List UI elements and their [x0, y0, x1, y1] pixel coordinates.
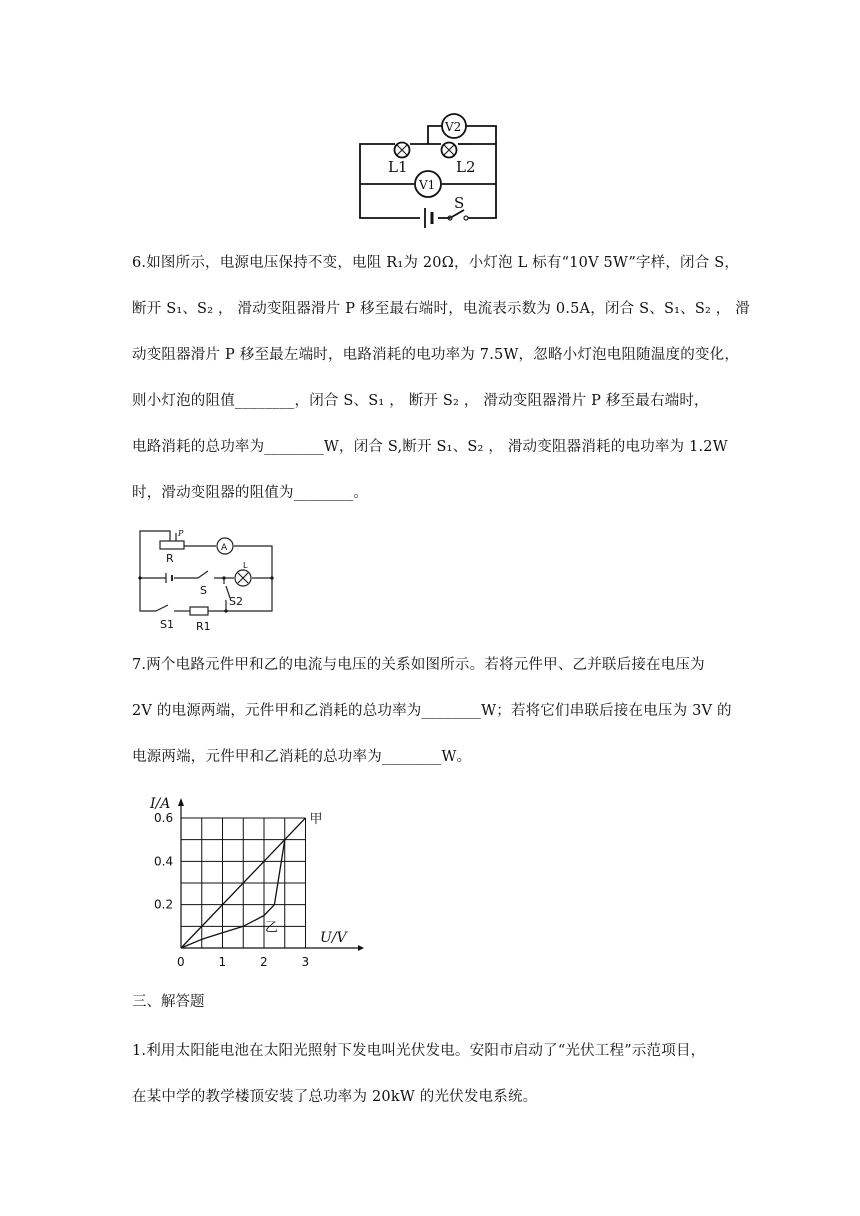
- lamp-l: [235, 570, 251, 586]
- q6-line-3: 动变阻器滑片 P 移至最左端时，电路消耗的电功率为 7.5W，忽略小灯泡电阻随温度的变化，: [132, 347, 740, 363]
- q6-line-5: 电路消耗的总功率为________W，闭合 S,断开 S₁、S₂ ， 滑动变阻器消耗的电功率为 1.2W: [132, 439, 728, 455]
- label-v2: V2: [445, 120, 462, 134]
- question-6: [132, 240, 750, 516]
- label-s: S: [454, 194, 465, 212]
- q6-line-1: 6.如图所示，电源电压保持不变，电阻 R₁为 20Ω，小灯泡 L 标有“10V 5W”字样，闭合 S，: [132, 255, 740, 271]
- section-title: 三、解答题: [132, 994, 205, 1010]
- y-axis-label: I/A: [150, 796, 171, 812]
- lamp-l1: [395, 143, 410, 158]
- circuit-figure-1: [350, 106, 510, 228]
- y-tick-label: 0.4: [154, 854, 174, 869]
- resistor-r1: [190, 607, 208, 615]
- q6-line-4: 则小灯泡的阻值________，闭合 S、S₁ ， 断开 S₂ ， 滑动变阻器滑片 P 移至最右端时，: [132, 393, 709, 409]
- label-s2: S2: [229, 595, 243, 608]
- x-axis-arrow: [358, 945, 364, 951]
- label-r: R: [166, 552, 174, 565]
- q7-line-1: 7.两个电路元件甲和乙的电流与电压的关系如图所示。若将元件甲、乙并联后接在电压为: [132, 657, 705, 673]
- a1-line-2: 在某中学的教学楼顶安装了总功率为 20kW 的光伏发电系统。: [132, 1089, 538, 1105]
- q7-line-3: 电源两端，元件甲和乙消耗的总功率为________W。: [132, 749, 472, 765]
- series-label-yi: 乙: [265, 920, 279, 936]
- circuit-figure-2: [126, 524, 286, 636]
- iu-chart: [140, 792, 370, 972]
- a1-line-1: 1.利用太阳能电池在太阳光照射下发电叫光伏发电。安阳市启动了“光伏工程”示范项目，: [132, 1043, 706, 1059]
- series-label-jia: 甲: [309, 811, 323, 827]
- q6-line-2: 断开 S₁、S₂ ， 滑动变阻器滑片 P 移至最右端时，电流表示数为 0.5A，闭合 S、S₁、S₂ ， 滑: [132, 301, 750, 317]
- label-l2: L2: [456, 158, 476, 176]
- label-r1: R1: [196, 620, 211, 633]
- y-axis-arrow: [178, 798, 184, 806]
- label-v1: V1: [419, 178, 436, 192]
- answer-1: [132, 1028, 732, 1120]
- x-tick-label: 3: [301, 955, 310, 969]
- lamp-l2: [442, 143, 457, 158]
- x-axis-label: U/V: [320, 930, 347, 946]
- label-s1: S1: [160, 618, 174, 631]
- x-tick-label: 2: [260, 955, 268, 969]
- x-tick-label: 0: [177, 955, 185, 969]
- q6-line-6: 时，滑动变阻器的阻值为________。: [132, 485, 368, 501]
- label-s: S: [200, 584, 207, 597]
- label-p: P: [178, 529, 184, 538]
- q7-line-2: 2V 的电源两端，元件甲和乙消耗的总功率为________W；若将它们串联后接在电压为 3V 的: [132, 703, 732, 719]
- label-l: L: [243, 561, 248, 570]
- rheostat-r: [160, 541, 184, 549]
- x-tick-label: 1: [218, 955, 227, 969]
- label-l1: L1: [388, 158, 408, 176]
- label-ammeter: A: [221, 543, 228, 553]
- question-7: [132, 642, 732, 780]
- y-tick-label: 0.6: [154, 810, 174, 825]
- y-tick-label: 0.2: [154, 897, 174, 912]
